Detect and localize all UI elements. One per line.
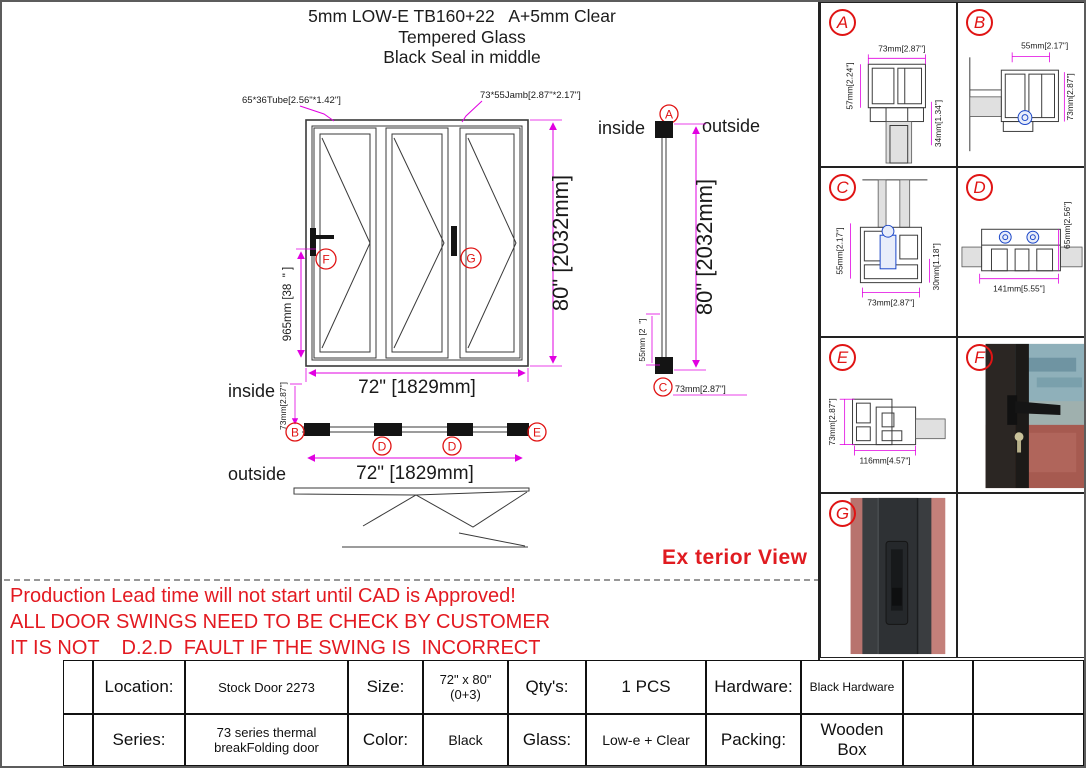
detail-cell-empty <box>957 493 1086 658</box>
detail-marker-f: F <box>966 344 993 371</box>
hsec-marker-d2: D <box>447 439 457 454</box>
vertical-section <box>598 105 760 396</box>
spec-location-label: Location: <box>93 660 185 714</box>
spec-location-value: Stock Door 2273 <box>185 660 348 714</box>
spec-hardware-value: Black Hardware <box>801 660 903 714</box>
glass-spec-line1: 5mm LOW-E TB160+22 A+5mm Clear <box>308 6 616 26</box>
detail-cell-c <box>820 167 957 337</box>
spec-table <box>63 660 1084 766</box>
vsec-marker-c: C <box>658 380 668 395</box>
elevation-height-dim: 80" [2032mm] <box>548 174 573 312</box>
spec-size-label: Size: <box>348 660 423 714</box>
detail-cell-b <box>957 2 1086 167</box>
vsec-jamb-dim: 73mm[2.87"] <box>675 384 726 394</box>
door-elevation <box>242 90 581 398</box>
hsec-depth-dim: 73mm[2.87"] <box>278 382 288 430</box>
spec-glass-value: Low-e + Clear <box>586 714 706 766</box>
detail-marker-b: B <box>966 9 993 36</box>
detail-a-right-dim: 34mm[1.34"] <box>933 99 944 148</box>
spec-qty-value: 1 PCS <box>586 660 706 714</box>
spec-empty-r1a <box>903 660 973 714</box>
elevation-width-dim: 72" [1829mm] <box>358 377 476 398</box>
elevation-marker-f: F <box>322 252 330 267</box>
hsec-outside-label: outside <box>228 464 287 484</box>
hsec-marker-e: E <box>532 425 542 440</box>
detail-b-top-dim: 55mm[2.17"] <box>1021 40 1069 51</box>
spec-series-label: Series: <box>93 714 185 766</box>
hsec-inside-label: inside <box>228 381 276 401</box>
detail-cell-a <box>820 2 957 167</box>
handle-height-dim: 965mm [38 " ] <box>282 266 294 342</box>
detail-c-right-dim: 30mm[1.18"] <box>931 243 942 291</box>
spec-empty-r2a <box>903 714 973 766</box>
exterior-view-label: Ex terior View <box>662 546 808 569</box>
detail-cell-f <box>957 337 1086 493</box>
spec-lead-cell-r2 <box>63 714 93 766</box>
warning-line1: Production Lead time will not start until CAD is Approved! <box>10 585 516 607</box>
main-drawing <box>2 2 820 580</box>
glass-spec-line2: Tempered Glass <box>398 26 526 47</box>
detail-c-left-dim: 55mm[2.17"] <box>834 227 845 275</box>
spec-qty-label: Qty's: <box>508 660 586 714</box>
detail-marker-e: E <box>829 344 856 371</box>
vsec-marker-a: A <box>664 107 674 122</box>
detail-cell-d <box>957 167 1086 337</box>
warning-line3: IT IS NOT D.2.D FAULT IF THE SWING IS INCORRECT <box>10 637 541 659</box>
vsec-sill-dim: 55mm [2 "] <box>637 318 647 362</box>
elevation-marker-g: G <box>466 251 476 266</box>
spec-empty-r2b <box>973 714 1084 766</box>
spec-color-label: Color: <box>348 714 423 766</box>
hsec-marker-b: B <box>290 425 300 440</box>
vsec-height-dim: 80" [2032mm] <box>692 178 717 316</box>
spec-packing-label: Packing: <box>706 714 801 766</box>
detail-c-bottom-dim: 73mm[2.87"] <box>867 297 915 308</box>
fold-swing-diagram <box>294 488 529 547</box>
detail-d-right-dim: 65mm[2.56"] <box>1062 201 1073 249</box>
tube-callout: 65*36Tube[2.56"*1.42"] <box>242 95 341 106</box>
spec-size-value: 72" x 80"(0+3) <box>423 660 508 714</box>
spec-lead-cell-r1 <box>63 660 93 714</box>
detail-marker-g: G <box>829 500 856 527</box>
detail-d-bottom-dim: 141mm[5.55"] <box>993 283 1045 294</box>
detail-a-left-dim: 57mm[2.24"] <box>844 62 855 110</box>
glass-spec-line3: Black Seal in middle <box>383 47 541 67</box>
detail-e-bottom-dim: 116mm[4.57"] <box>859 455 911 466</box>
spec-color-value: Black <box>423 714 508 766</box>
spec-empty-r1b <box>973 660 1084 714</box>
warning-block <box>4 579 820 658</box>
detail-marker-a: A <box>829 9 856 36</box>
horizontal-section <box>228 381 546 547</box>
detail-cell-e <box>820 337 957 493</box>
detail-e-left-dim: 73mm[2.87"] <box>826 398 837 446</box>
title-block <box>262 6 662 68</box>
spec-glass-label: Glass: <box>508 714 586 766</box>
detail-cell-g <box>820 493 957 658</box>
spec-series-value: 73 series thermal breakFolding door <box>185 714 348 766</box>
spec-packing-value: Wooden Box <box>801 714 903 766</box>
detail-panel <box>818 2 1086 660</box>
vsec-outside-label: outside <box>702 116 761 136</box>
warning-line2: ALL DOOR SWINGS NEED TO BE CHECK BY CUSTOMER <box>10 611 551 633</box>
detail-marker-d: D <box>966 174 993 201</box>
detail-marker-c: C <box>829 174 856 201</box>
hsec-width-dim: 72" [1829mm] <box>356 463 474 484</box>
detail-a-top-dim: 73mm[2.87"] <box>878 43 926 54</box>
jamb-callout: 73*55Jamb[2.87"*2.17"] <box>480 90 581 101</box>
spec-hardware-label: Hardware: <box>706 660 801 714</box>
hsec-marker-d1: D <box>377 439 387 454</box>
flush-pull-glyph <box>451 226 457 256</box>
vsec-inside-label: inside <box>598 118 646 138</box>
detail-b-right-dim: 73mm[2.87"] <box>1065 73 1076 121</box>
